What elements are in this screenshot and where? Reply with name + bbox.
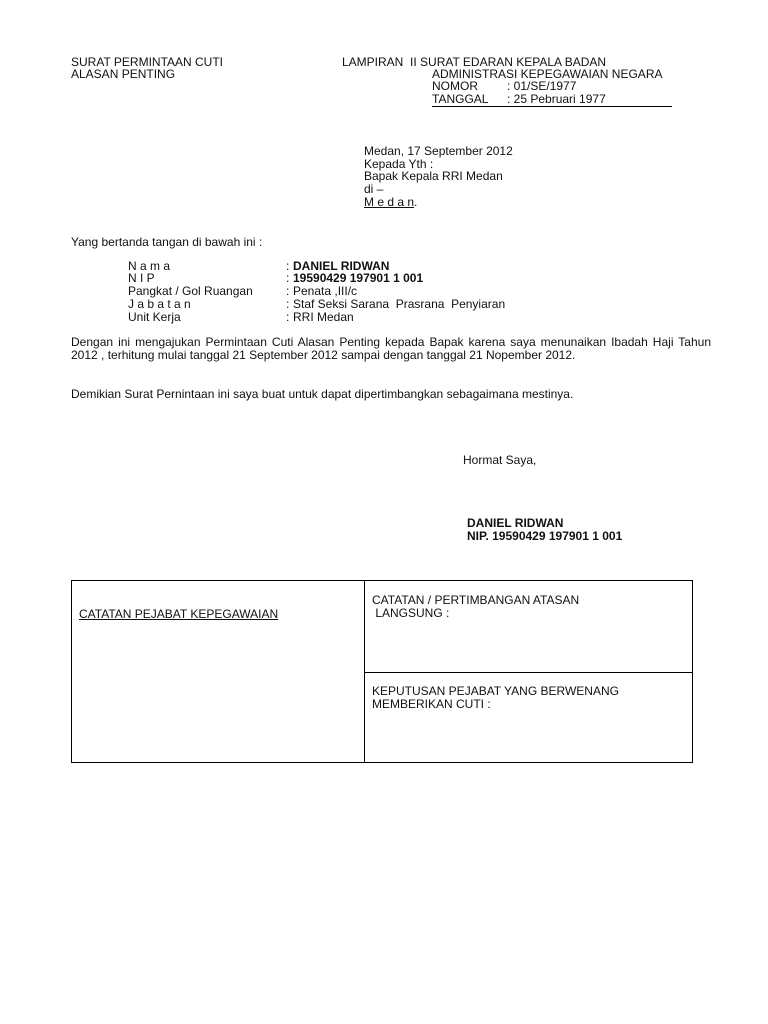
catatan-atasan-line1: CATATAN / PERTIMBANGAN ATASAN [372, 593, 580, 607]
cell-catatan-pejabat [71, 580, 365, 763]
keputusan-line2: MEMBERIKAN CUTI : [372, 697, 491, 711]
closing-paragraph: Demikian Surat Pernintaan ini saya buat untuk dapat dipertimbangkan sebagaimana mestinya. [71, 387, 574, 401]
city-name: M e d a n [364, 195, 415, 209]
di-line: di – [364, 182, 384, 196]
body-paragraph: Dengan ini mengajukan Permintaan Cuti Alasan Penting kepada Bapak karena saya menunaikan Ibadah Haji Tahun 2012 , terhitung mulai tanggal 21 September 2012 sampai dengan tanggal 21 Nopember 2012. [71, 335, 711, 362]
header-underline [432, 106, 672, 107]
field-label-jabatan: J a b a t a n [128, 297, 191, 311]
field-value-unit: RRI Medan [293, 310, 354, 324]
nomor-label: NOMOR [432, 79, 478, 93]
signature-greeting: Hormat Saya, [463, 453, 537, 467]
catatan-pejabat-title: CATATAN PEJABAT KEPEGAWAIAN [79, 607, 279, 621]
addressee-label: Kepada Yth : [364, 157, 434, 171]
field-label-pangkat: Pangkat / Gol Ruangan [128, 284, 253, 298]
tanggal-value: : 25 Pebruari 1977 [507, 92, 606, 106]
intro-text: Yang bertanda tangan di bawah ini : [71, 235, 263, 249]
tanggal-label: TANGGAL [432, 92, 489, 106]
field-value-nama: DANIEL RIDWAN [293, 259, 390, 273]
cell-catatan-atasan [364, 580, 693, 673]
place-date: Medan, 17 September 2012 [364, 144, 513, 158]
recipient: Bapak Kepala RRI Medan [364, 169, 503, 183]
field-label-unit: Unit Kerja [128, 310, 181, 324]
field-value-nip: 19590429 197901 1 001 [293, 271, 424, 285]
field-colon: : [286, 284, 290, 298]
letter-title-line2: ALASAN PENTING [71, 67, 176, 81]
nomor-value: : 01/SE/1977 [507, 79, 577, 93]
field-colon: : [286, 259, 290, 273]
reference-line2: ADMINISTRASI KEPEGAWAIAN NEGARA [432, 67, 663, 81]
cell-keputusan [364, 672, 693, 763]
keputusan-line1: KEPUTUSAN PEJABAT YANG BERWENANG [372, 684, 619, 698]
field-value-jabatan: Staf Seksi Sarana Prasrana Penyiaran [293, 297, 506, 311]
signatory-nip: NIP. 19590429 197901 1 001 [467, 529, 623, 543]
signatory-name: DANIEL RIDWAN [467, 516, 564, 530]
city-period: . [414, 195, 418, 209]
field-label-nama: N a m a [128, 259, 171, 273]
field-colon: : [286, 310, 290, 324]
field-label-nip: N I P [128, 271, 155, 285]
reference-line1: LAMPIRAN II SURAT EDARAN KEPALA BADAN [342, 55, 607, 69]
letter-title-line1: SURAT PERMINTAAN CUTI [71, 55, 224, 69]
field-value-pangkat: Penata ,III/c [293, 284, 358, 298]
catatan-atasan-line2: LANGSUNG : [372, 606, 450, 620]
city-line [364, 196, 417, 209]
field-colon: : [286, 271, 290, 285]
field-colon: : [286, 297, 290, 311]
